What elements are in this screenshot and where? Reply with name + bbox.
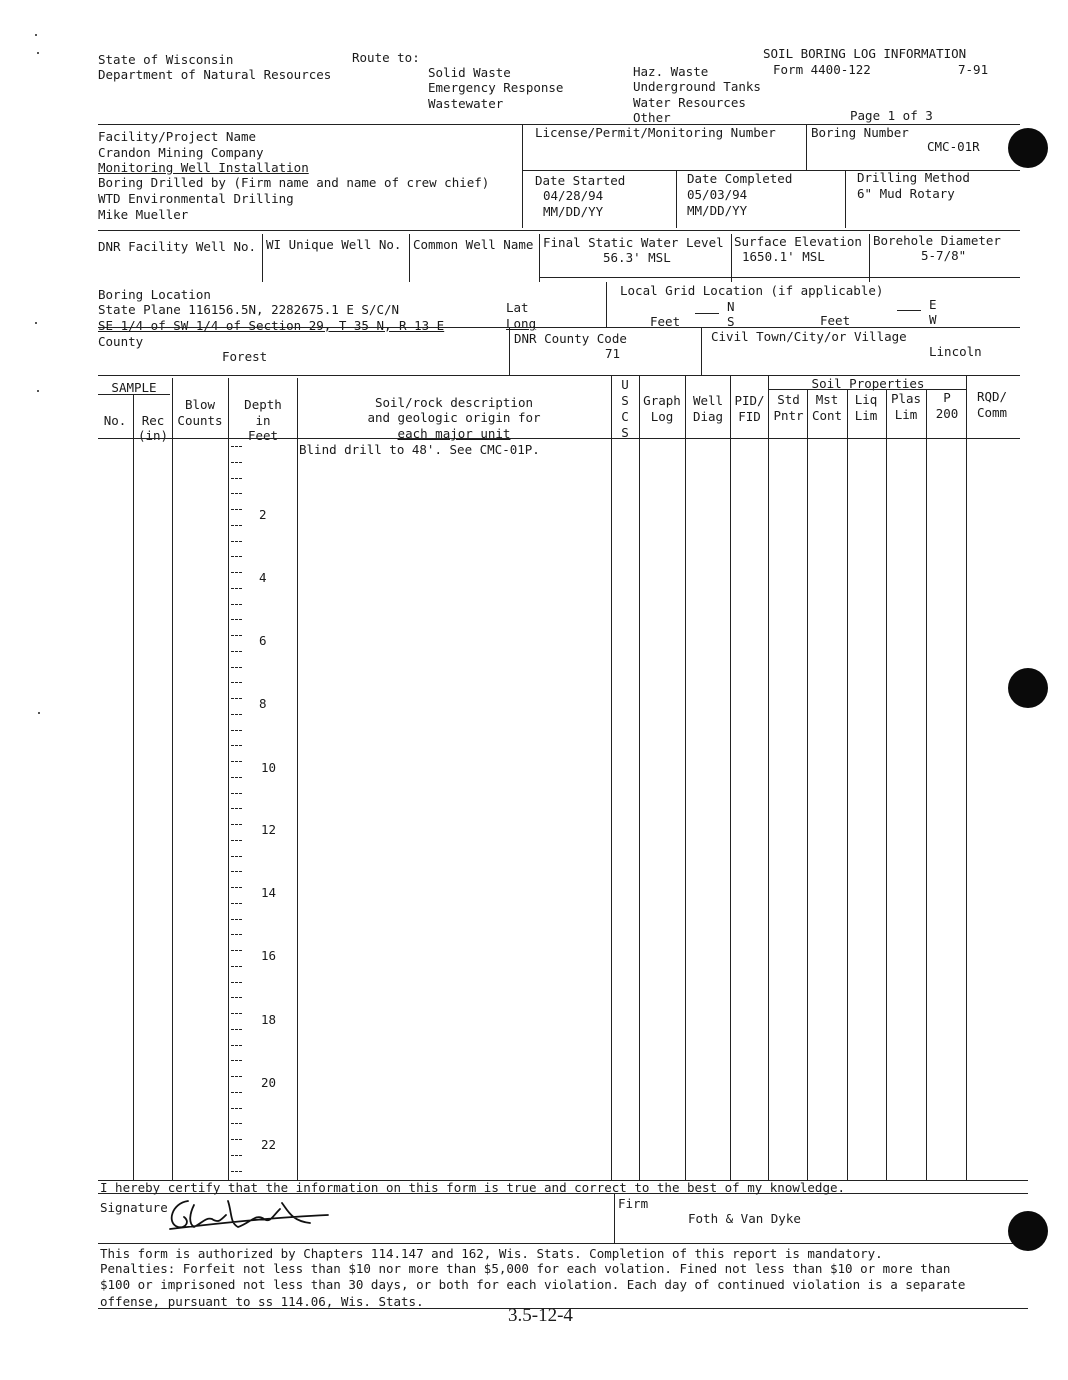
col-liq: Liq: [854, 392, 878, 407]
depth-tick: [231, 1029, 242, 1030]
route-solid-waste: Solid Waste: [428, 65, 511, 80]
local-grid-label: Local Grid Location (if applicable): [620, 283, 884, 298]
divider: [522, 124, 523, 170]
col-well-diag: Diag: [692, 409, 724, 424]
form-revision: 7-91: [958, 62, 989, 77]
facility-name: Crandon Mining Company: [98, 145, 264, 160]
depth-label: 16: [261, 948, 277, 963]
depth-tick: [231, 635, 242, 636]
col-plas-lim: Lim: [894, 407, 918, 422]
depth-tick: [231, 556, 242, 557]
col-rec-unit: (in): [137, 428, 169, 443]
divider: [606, 282, 607, 327]
depth-tick: [231, 856, 242, 857]
license-label: License/Permit/Monitoring Number: [535, 125, 776, 140]
col-blow: Blow: [184, 397, 216, 412]
col-fid: FID: [738, 409, 761, 424]
depth-tick: [231, 698, 242, 699]
soil-properties-header: Soil Properties: [811, 376, 925, 391]
divider: [869, 234, 870, 282]
col-line: [639, 376, 640, 1180]
col-uscs-u: U: [621, 377, 629, 392]
firm-value: Foth & Van Dyke: [688, 1211, 801, 1226]
depth-label: 22: [261, 1137, 277, 1152]
col-no: No.: [103, 413, 127, 428]
description-note: Blind drill to 48'. See CMC-01P.: [299, 442, 540, 457]
divider: [806, 124, 807, 170]
grid-s: S: [727, 314, 735, 329]
blank-line: [897, 310, 921, 311]
divider: [98, 230, 1020, 231]
route-underground-tanks: Underground Tanks: [633, 79, 761, 94]
date-started: 04/28/94: [543, 188, 604, 203]
col-plas: Plas: [890, 391, 922, 406]
grid-n: N: [727, 299, 735, 314]
signature-label: Signature: [100, 1200, 168, 1215]
penalties-line3: offense, pursuant to ss 114.06, Wis. Stats.: [100, 1294, 424, 1309]
route-to-label: Route to:: [352, 50, 420, 65]
col-std: Std: [777, 392, 800, 407]
col-uscs-s: S: [621, 393, 629, 408]
route-water-resources: Water Resources: [633, 95, 746, 110]
col-comm: Comm: [976, 405, 1008, 420]
date-started-format: MM/DD/YY: [543, 204, 604, 219]
depth-tick: [231, 714, 242, 715]
surface-elevation-label: Surface Elevation: [734, 234, 862, 249]
depth-tick: [231, 824, 242, 825]
penalties-line1: Penalties: Forfeit not less than $10 nor more than $5,000 for each volation. Fined not less than $10 or more than: [100, 1261, 951, 1276]
date-completed-label: Date Completed: [687, 171, 793, 186]
col-line: [926, 389, 927, 1180]
scan-speck: [38, 712, 40, 714]
divider: [509, 327, 510, 375]
depth-tick: [231, 572, 242, 573]
boring-number: CMC-01R: [927, 139, 980, 154]
depth-label: 2: [259, 507, 267, 522]
date-completed: 05/03/94: [687, 187, 748, 202]
depth-label: 20: [261, 1075, 277, 1090]
depth-tick: [231, 808, 242, 809]
boring-location-line2: SE 1/4 of SW 1/4 of Section 29, T 35 N, R 13 E: [98, 318, 445, 333]
facility-label: Facility/Project Name: [98, 129, 257, 144]
depth-label: 12: [261, 822, 277, 837]
date-completed-format: MM/DD/YY: [687, 203, 748, 218]
depth-tick: [231, 840, 242, 841]
depth-tick: [231, 651, 242, 652]
divider: [539, 234, 540, 282]
col-line: [768, 376, 769, 1180]
sample-header: SAMPLE: [111, 380, 157, 395]
depth-tick: [231, 1123, 242, 1124]
scan-speck: [35, 322, 37, 324]
col-depth: Depth: [244, 397, 282, 412]
divider: [98, 394, 170, 395]
col-well: Well: [692, 393, 724, 408]
grid-feet-1: Feet: [650, 314, 681, 329]
col-line: [886, 389, 887, 1180]
route-emergency-response: Emergency Response: [428, 80, 564, 95]
county-value: Forest: [222, 349, 268, 364]
county-code: 71: [605, 346, 621, 361]
depth-label: 14: [261, 885, 277, 900]
state-name: State of Wisconsin: [98, 52, 234, 67]
page-indicator: Page 1 of 3: [850, 108, 933, 123]
depth-tick: [231, 541, 242, 542]
depth-tick: [231, 871, 242, 872]
col-graph-log: Log: [650, 409, 674, 424]
depth-tick: [231, 1076, 242, 1077]
depth-tick: [231, 604, 242, 605]
drilling-method: 6" Mud Rotary: [857, 186, 955, 201]
facility-project: Monitoring Well Installation: [98, 160, 309, 175]
depth-tick: [231, 1060, 242, 1061]
dnr-well-label: DNR Facility Well No.: [98, 239, 257, 254]
depth-tick: [231, 446, 242, 447]
depth-tick: [231, 1045, 242, 1046]
firm-label: Firm: [618, 1196, 649, 1211]
long-label: Long: [506, 316, 537, 331]
page-code: 3.5-12-4: [508, 1305, 573, 1326]
divider: [98, 327, 1020, 328]
civil-town-label: Civil Town/City/or Village: [711, 329, 907, 344]
depth-tick: [231, 761, 242, 762]
divider: [522, 170, 523, 228]
grid-w: W: [929, 312, 937, 327]
depth-tick: [231, 1139, 242, 1140]
divider: [845, 170, 846, 228]
depth-label: 10: [261, 760, 277, 775]
depth-tick: [231, 950, 242, 951]
col-blow-counts: Counts: [177, 413, 223, 428]
civil-town-value: Lincoln: [929, 344, 982, 359]
col-line: [297, 378, 298, 1180]
route-wastewater: Wastewater: [428, 96, 504, 111]
col-line: [133, 395, 134, 1180]
col-pid: PID/: [734, 393, 765, 408]
certify-statement: I hereby certify that the information on this form is true and correct to the best of my knowledge.: [100, 1180, 846, 1195]
col-mst-cont: Cont: [811, 408, 843, 423]
col-uscs-c: C: [621, 409, 629, 424]
department-name: Department of Natural Resources: [98, 67, 332, 82]
col-line: [611, 376, 612, 1180]
borehole-diameter-label: Borehole Diameter: [873, 233, 1001, 248]
depth-tick: [231, 509, 242, 510]
depth-tick: [231, 934, 242, 935]
depth-tick: [231, 619, 242, 620]
col-p: P: [943, 390, 951, 405]
form-title: SOIL BORING LOG INFORMATION: [763, 46, 967, 61]
scan-speck: [37, 390, 39, 392]
authorization-text: This form is authorized by Chapters 114.147 and 162, Wis. Stats. Completion of this report is mandatory.: [100, 1246, 883, 1261]
binder-hole: [1008, 668, 1048, 708]
scan-speck: [35, 34, 37, 36]
col-rqd: RQD/: [976, 389, 1008, 404]
col-std-pntr: Pntr: [773, 408, 804, 423]
col-desc-1: Soil/rock description: [374, 395, 534, 410]
depth-tick: [231, 919, 242, 920]
col-line: [685, 376, 686, 1180]
depth-tick: [231, 1171, 242, 1172]
divider: [409, 234, 410, 282]
depth-tick: [231, 588, 242, 589]
col-rec: Rec: [141, 413, 165, 428]
static-water-label: Final Static Water Level: [543, 235, 724, 250]
date-started-label: Date Started: [535, 173, 626, 188]
depth-tick: [231, 903, 242, 904]
surface-elevation-value: 1650.1' MSL: [742, 249, 825, 264]
depth-label: 6: [259, 633, 267, 648]
divider: [701, 327, 702, 375]
depth-tick: [231, 1108, 242, 1109]
static-water-value: 56.3' MSL: [603, 250, 671, 265]
col-graph: Graph: [643, 393, 681, 408]
col-mst: Mst: [815, 392, 839, 407]
divider: [262, 234, 263, 282]
depth-tick: [231, 1155, 242, 1156]
col-line: [730, 376, 731, 1180]
lat-label: Lat: [506, 300, 529, 315]
blank-line: [695, 313, 719, 314]
depth-tick: [231, 493, 242, 494]
divider: [676, 170, 677, 228]
depth-tick: [231, 667, 242, 668]
penalties-line2: $100 or imprisoned not less than 30 days, or both for each violation. Each day of continued violation is a separate: [100, 1277, 966, 1292]
col-line: [807, 389, 808, 1180]
form-number: Form 4400-122: [773, 62, 871, 77]
drilling-firm: WTD Environmental Drilling: [98, 191, 294, 206]
depth-tick: [231, 730, 242, 731]
divider: [731, 234, 732, 282]
borehole-diameter-value: 5-7/8": [921, 248, 967, 263]
depth-label: 8: [259, 696, 267, 711]
depth-tick: [231, 982, 242, 983]
drilled-by-label: Boring Drilled by (Firm name and name of crew chief): [98, 175, 490, 190]
col-line: [172, 378, 173, 1180]
depth-tick: [231, 1092, 242, 1093]
depth-tick: [231, 966, 242, 967]
depth-tick: [231, 887, 242, 888]
boring-location-label: Boring Location: [98, 287, 211, 302]
col-line: [966, 376, 967, 1180]
depth-tick: [231, 478, 242, 479]
route-other: Other: [633, 110, 671, 125]
county-code-label: DNR County Code: [514, 331, 627, 346]
col-desc-2: and geologic origin for: [367, 410, 541, 425]
depth-label: 4: [259, 570, 267, 585]
binder-hole: [1008, 1211, 1048, 1251]
depth-label: 18: [261, 1012, 277, 1027]
depth-tick: [231, 1013, 242, 1014]
boring-location-line1: State Plane 116156.5N, 2282675.1 E S/C/N: [98, 302, 400, 317]
common-well-label: Common Well Name: [413, 237, 534, 252]
divider: [98, 438, 1020, 439]
divider: [614, 1193, 615, 1243]
county-label: County: [98, 334, 144, 349]
col-line: [847, 389, 848, 1180]
divider: [98, 1243, 1028, 1244]
drilling-method-label: Drilling Method: [857, 170, 970, 185]
boring-number-label: Boring Number: [811, 125, 909, 140]
depth-tick: [231, 745, 242, 746]
depth-tick: [231, 462, 242, 463]
divider: [539, 277, 1020, 278]
depth-tick: [231, 997, 242, 998]
grid-e: E: [929, 297, 937, 312]
col-depth-feet: Feet: [247, 428, 279, 443]
crew-chief: Mike Mueller: [98, 207, 189, 222]
wi-unique-well-label: WI Unique Well No.: [266, 237, 402, 252]
col-uscs-s2: S: [621, 425, 629, 440]
scan-speck: [37, 52, 39, 54]
col-desc-3: each major unit: [397, 426, 511, 441]
col-p200: 200: [935, 406, 959, 421]
binder-hole: [1008, 128, 1048, 168]
col-depth-in: in: [255, 413, 271, 428]
signature-mark: [160, 1193, 330, 1241]
depth-tick: [231, 682, 242, 683]
grid-feet-2: Feet: [820, 313, 851, 328]
depth-tick: [231, 793, 242, 794]
col-line: [228, 378, 229, 1180]
depth-tick: [231, 525, 242, 526]
route-haz-waste: Haz. Waste: [633, 64, 709, 79]
depth-tick: [231, 777, 242, 778]
col-liq-lim: Lim: [854, 408, 878, 423]
